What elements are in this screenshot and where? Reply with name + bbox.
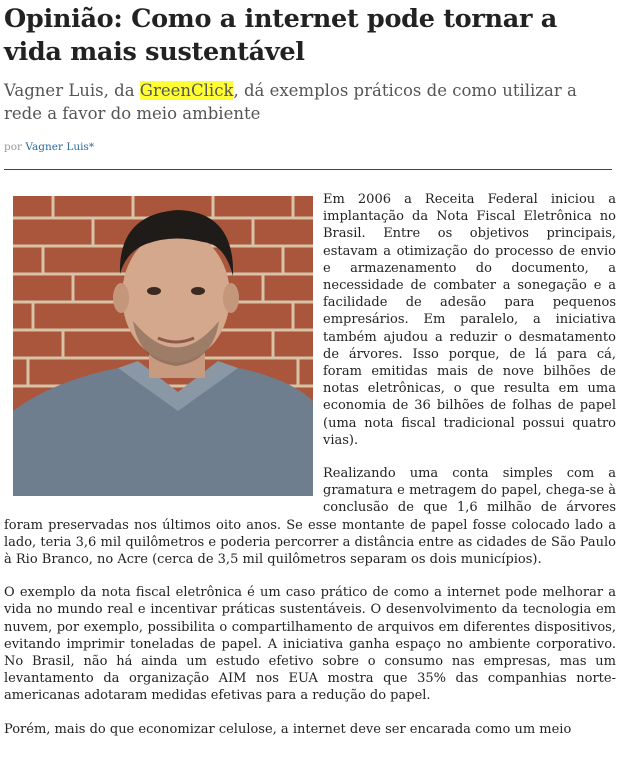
article-headline: Opinião: Como a internet pode tornar a vida mais sustentável bbox=[4, 4, 557, 67]
article-body bbox=[4, 191, 616, 738]
byline bbox=[4, 141, 616, 153]
greenclick-link[interactable]: GreenClick bbox=[139, 81, 234, 100]
paragraph: Realizando uma conta simples com a gramatura e metragem do papel, chega-se à conclusão de que 1,6 milhão de árvores foram preservadas nos últimos oito anos. Se esse montante de papel fosse colocado lado a lado, teria 3,6 mil quilômetros e poderia percorrer a distância entre as cidades de São Paulo à Rio Branco, no Acre (cerca de 3,5 mil quilômetros separam os dois municípios). bbox=[4, 466, 616, 568]
paragraph: Porém, mais do que economizar celulose, a internet deve ser encarada como um meio bbox=[4, 721, 572, 737]
author-photo bbox=[13, 196, 313, 496]
byline-prefix: por bbox=[4, 141, 23, 153]
article-subtitle bbox=[4, 79, 616, 125]
article bbox=[0, 3, 618, 738]
paragraph: O exemplo da nota fiscal eletrônica é um caso prático de como a internet pode melhorar a vida no mundo real e incentivar práticas sustentáveis. O desenvolvimento da tecnologia em nuvem, por exemplo, possibilita o compartilhamento de arquivos em diferentes dispositivos, evitando imprimir toneladas de papel. A iniciativa ganha espaço no ambiente corporativo. No Brasil, não há ainda um estudo efetivo sobre o consumo nas empresas, mas um levantamento da organização AIM nos EUA mostra que 35% das companhias norte-americanas adotaram medidas efetivas para a redução do papel. bbox=[4, 585, 616, 704]
paragraph: Em 2006 a Receita Federal iniciou a implantação da Nota Fiscal Eletrônica no Brasil. Entre os objetivos principais, estavam a otimização do processo de envio e armazenamento do documento, a necessidade de combater a sonegação e a facilidade de adesão para pequenos empresários. Em paralelo, a iniciativa também ajudou a reduzir o desmatamento de árvores. Isso porque, de lá para cá, foram emitidas mais de nove bilhões de notas eletrônicas, o que resulta em uma economia de 36 bilhões de folhas de papel (uma nota fiscal tradicional possui quatro vias). bbox=[323, 192, 616, 448]
author-link[interactable]: Vagner Luis* bbox=[25, 141, 95, 153]
subtitle-text-before: Vagner Luis, da bbox=[4, 81, 140, 100]
subtitle-text-after: , dá exemplos práticos de como utilizar a rede a favor do meio ambiente bbox=[4, 81, 577, 123]
divider bbox=[4, 169, 612, 170]
